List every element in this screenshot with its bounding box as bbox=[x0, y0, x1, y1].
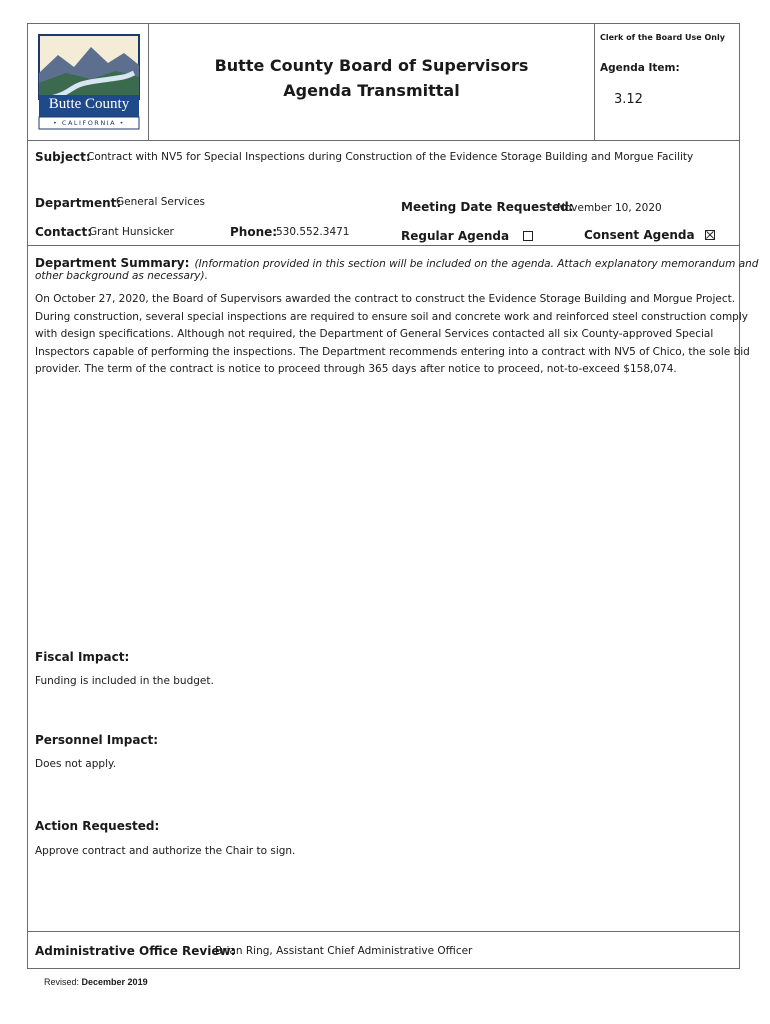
summary-line: Inspectors capable of performing the inspections. The Department recommends entering into a contract with NV5 of Chico, the sole bid bbox=[35, 345, 750, 358]
department-value: General Services bbox=[116, 196, 205, 208]
contact-label: Contact: bbox=[35, 225, 93, 239]
phone-label: Phone: bbox=[230, 225, 278, 239]
summary-label: Department Summary: bbox=[35, 256, 190, 270]
action-requested-label: Action Requested: bbox=[35, 819, 160, 833]
header-rule bbox=[27, 140, 740, 141]
county-logo bbox=[36, 33, 142, 131]
admin-review-label: Administrative Office Review: bbox=[35, 944, 236, 958]
personnel-impact-value: Does not apply. bbox=[35, 758, 117, 770]
regular-agenda-option[interactable] bbox=[401, 225, 533, 244]
regular-agenda-label: Regular Agenda bbox=[401, 229, 510, 243]
consent-agenda-checkbox[interactable] bbox=[705, 230, 715, 240]
fiscal-impact-value: Funding is included in the budget. bbox=[35, 675, 214, 687]
page-subtitle: Agenda Transmittal bbox=[283, 81, 460, 100]
personnel-impact-label: Personnel Impact: bbox=[35, 733, 159, 747]
consent-agenda-label: Consent Agenda bbox=[584, 228, 695, 242]
summary-line: with design specifications. Although not required, the Department of General Services contacted all six County-approved Special bbox=[35, 328, 714, 340]
meeting-date-value: November 10, 2020 bbox=[557, 202, 662, 214]
clerk-divider bbox=[594, 23, 595, 140]
county-logo-graphic bbox=[36, 33, 142, 131]
contact-value: Grant Hunsicker bbox=[89, 226, 174, 238]
agenda-item-label: Agenda Item: bbox=[600, 62, 680, 74]
phone-value: 530.552.3471 bbox=[276, 226, 350, 238]
revised-label: Revised: bbox=[44, 977, 80, 987]
logo-name: Butte County bbox=[48, 96, 130, 112]
agenda-item-value: 3.12 bbox=[614, 92, 643, 107]
revision-note bbox=[44, 977, 148, 987]
summary-body bbox=[35, 291, 750, 379]
summary-header bbox=[35, 252, 759, 271]
subject-label: Subject: bbox=[35, 150, 91, 164]
logo-subtitle: • CALIFORNIA • bbox=[53, 119, 125, 127]
summary-line: On October 27, 2020, the Board of Supervisors awarded the contract to construct the Evidence Storage Building and Morgue Project. bbox=[35, 293, 736, 305]
admin-review-value: Brian Ring, Assistant Chief Administrative Officer bbox=[215, 945, 473, 957]
action-requested-value: Approve contract and authorize the Chair to sign. bbox=[35, 845, 296, 857]
summary-line: provider. The term of the contract is notice to proceed through 365 days after notice to proceed, not-to-exceed $158,074. bbox=[35, 363, 677, 375]
review-rule bbox=[27, 931, 740, 932]
info-rule bbox=[27, 245, 740, 246]
regular-agenda-checkbox[interactable] bbox=[523, 231, 533, 241]
subject-value: Contract with NV5 for Special Inspections during Construction of the Evidence Storage Building and Morgue Facility bbox=[87, 151, 694, 163]
department-label: Department: bbox=[35, 196, 122, 210]
summary-note-continued: other background as necessary). bbox=[35, 270, 208, 282]
consent-agenda-option[interactable] bbox=[584, 224, 715, 243]
revised-value: December 2019 bbox=[81, 977, 148, 987]
summary-line: During construction, several special inspections are required to ensure soil and concrete work and reinforced steel construction comply bbox=[35, 310, 748, 323]
page-title: Butte County Board of Supervisors bbox=[214, 56, 529, 75]
fiscal-impact-label: Fiscal Impact: bbox=[35, 650, 130, 664]
summary-note: (Information provided in this section will be included on the agenda. Attach explanatory memorandum and bbox=[194, 258, 759, 270]
meeting-date-label: Meeting Date Requested: bbox=[401, 200, 574, 214]
clerk-note: Clerk of the Board Use Only bbox=[600, 33, 725, 42]
